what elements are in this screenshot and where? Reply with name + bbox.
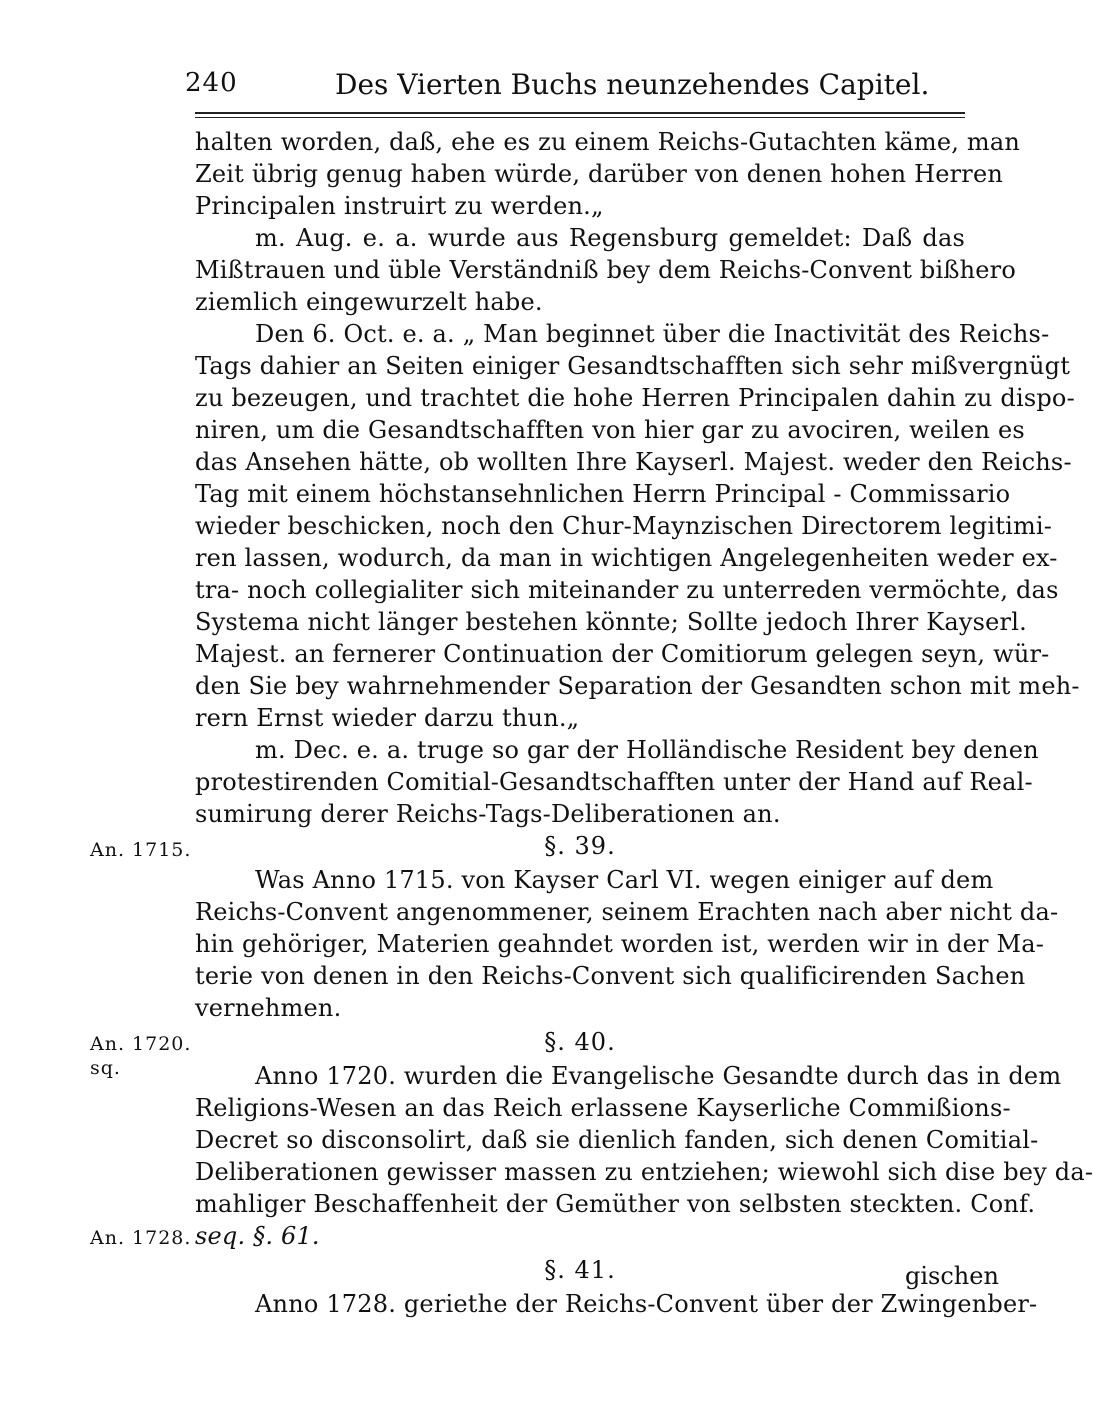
text-line: Tags dahier an Seiten einiger Gesandtschafften sich sehr mißvergnügt xyxy=(195,352,1071,380)
text-line: Decret so disconsolirt, daß sie dienlich fanden, sich denen Comitial- xyxy=(195,1126,1039,1154)
text-line: das Ansehen hätte, ob wollten Ihre Kayserl. Majest. weder den Reichs- xyxy=(195,448,1072,476)
text-line: niren, um die Gesandtschafften von hier gar zu avociren, weilen es xyxy=(195,416,1025,444)
text-line: Mißtrauen und üble Verständniß bey dem Reichs-Convent bißhero xyxy=(195,256,1016,284)
text-line: zu bezeugen, und trachtet die hohe Herren Principalen dahin zu dispo- xyxy=(195,384,1075,412)
text-line: m. Aug. e. a. wurde aus Regensburg gemeldet: Daß das xyxy=(255,224,965,252)
catchword: gischen xyxy=(905,1262,999,1290)
text-line: tra- noch collegialiter sich miteinander zu unterreden vermöchte, das xyxy=(195,576,1059,604)
text-line: den Sie bey wahrnehmender Separation der Gesandten schon mit meh- xyxy=(195,672,1080,700)
running-head: Des Vierten Buchs neunzehendes Capitel. xyxy=(335,68,930,101)
margin-note: An. 1720. xyxy=(90,1033,192,1055)
text-line: vernehmen. xyxy=(195,994,342,1022)
text-line: Majest. an fernerer Continuation der Comitiorum gelegen seyn, wür- xyxy=(195,640,1050,668)
text-line: seq. §. 61. xyxy=(195,1222,320,1250)
header-rule-secondary xyxy=(195,117,965,118)
section-heading: §. 40. xyxy=(544,1028,616,1056)
text-line: protestirenden Comitial-Gesandtschafften unter der Hand auf Real- xyxy=(195,768,1033,796)
text-line: hin gehöriger, Materien geahndet worden ist, werden wir in der Ma- xyxy=(195,930,1045,958)
text-line: Deliberationen gewisser massen zu entziehen; wiewohl sich dise bey da- xyxy=(195,1158,1093,1186)
text-line: Zeit übrig genug haben würde, darüber von denen hohen Herren xyxy=(195,160,1004,188)
page-number: 240 xyxy=(185,68,238,98)
text-line: mahliger Beschaffenheit der Gemüther von selbsten steckten. Conf. xyxy=(195,1190,1036,1218)
text-line: Anno 1728. geriethe der Reichs-Convent über der Zwingenber- xyxy=(255,1290,1038,1318)
text-line: Reichs-Convent angenommener, seinem Erachten nach aber nicht da- xyxy=(195,898,1059,926)
text-line: Was Anno 1715. von Kayser Carl VI. wegen einiger auf dem xyxy=(255,866,994,894)
text-line: Principalen instruirt zu werden.„ xyxy=(195,192,604,220)
text-line: halten worden, daß, ehe es zu einem Reichs-Gutachten käme, man xyxy=(195,128,1021,156)
text-line: Systema nicht länger bestehen könnte; Sollte jedoch Ihrer Kayserl. xyxy=(195,608,1027,636)
text-line: Tag mit einem höchstansehnlichen Herrn Principal - Commissario xyxy=(195,480,1011,508)
margin-note: An. 1715. xyxy=(90,839,192,861)
text-line: terie von denen in den Reichs-Convent sich qualificirenden Sachen xyxy=(195,962,1026,990)
text-line: sumirung derer Reichs-Tags-Deliberationen an. xyxy=(195,800,781,828)
section-heading: §. 39. xyxy=(544,832,616,860)
section-heading: §. 41. xyxy=(544,1256,616,1284)
margin-note: sq. xyxy=(90,1057,121,1079)
page-header xyxy=(185,68,965,108)
text-line: Religions-Wesen an das Reich erlassene Kayserliche Commißions- xyxy=(195,1094,1011,1122)
text-line: ren lassen, wodurch, da man in wichtigen Angelegenheiten weder ex- xyxy=(195,544,1058,572)
text-line: Anno 1720. wurden die Evangelische Gesandte durch das in dem xyxy=(255,1062,1062,1090)
text-line: Den 6. Oct. e. a. „ Man beginnet über die Inactivität des Reichs- xyxy=(255,320,1050,348)
text-line: ziemlich eingewurzelt habe. xyxy=(195,288,543,316)
text-line: m. Dec. e. a. truge so gar der Holländische Resident bey denen xyxy=(255,736,1039,764)
margin-note: An. 1728. xyxy=(90,1227,192,1249)
text-line: wieder beschicken, noch den Chur-Maynzischen Directorem legitimi- xyxy=(195,512,1053,540)
text-line: rern Ernst wieder darzu thun.„ xyxy=(195,704,580,732)
header-rule xyxy=(195,112,965,114)
